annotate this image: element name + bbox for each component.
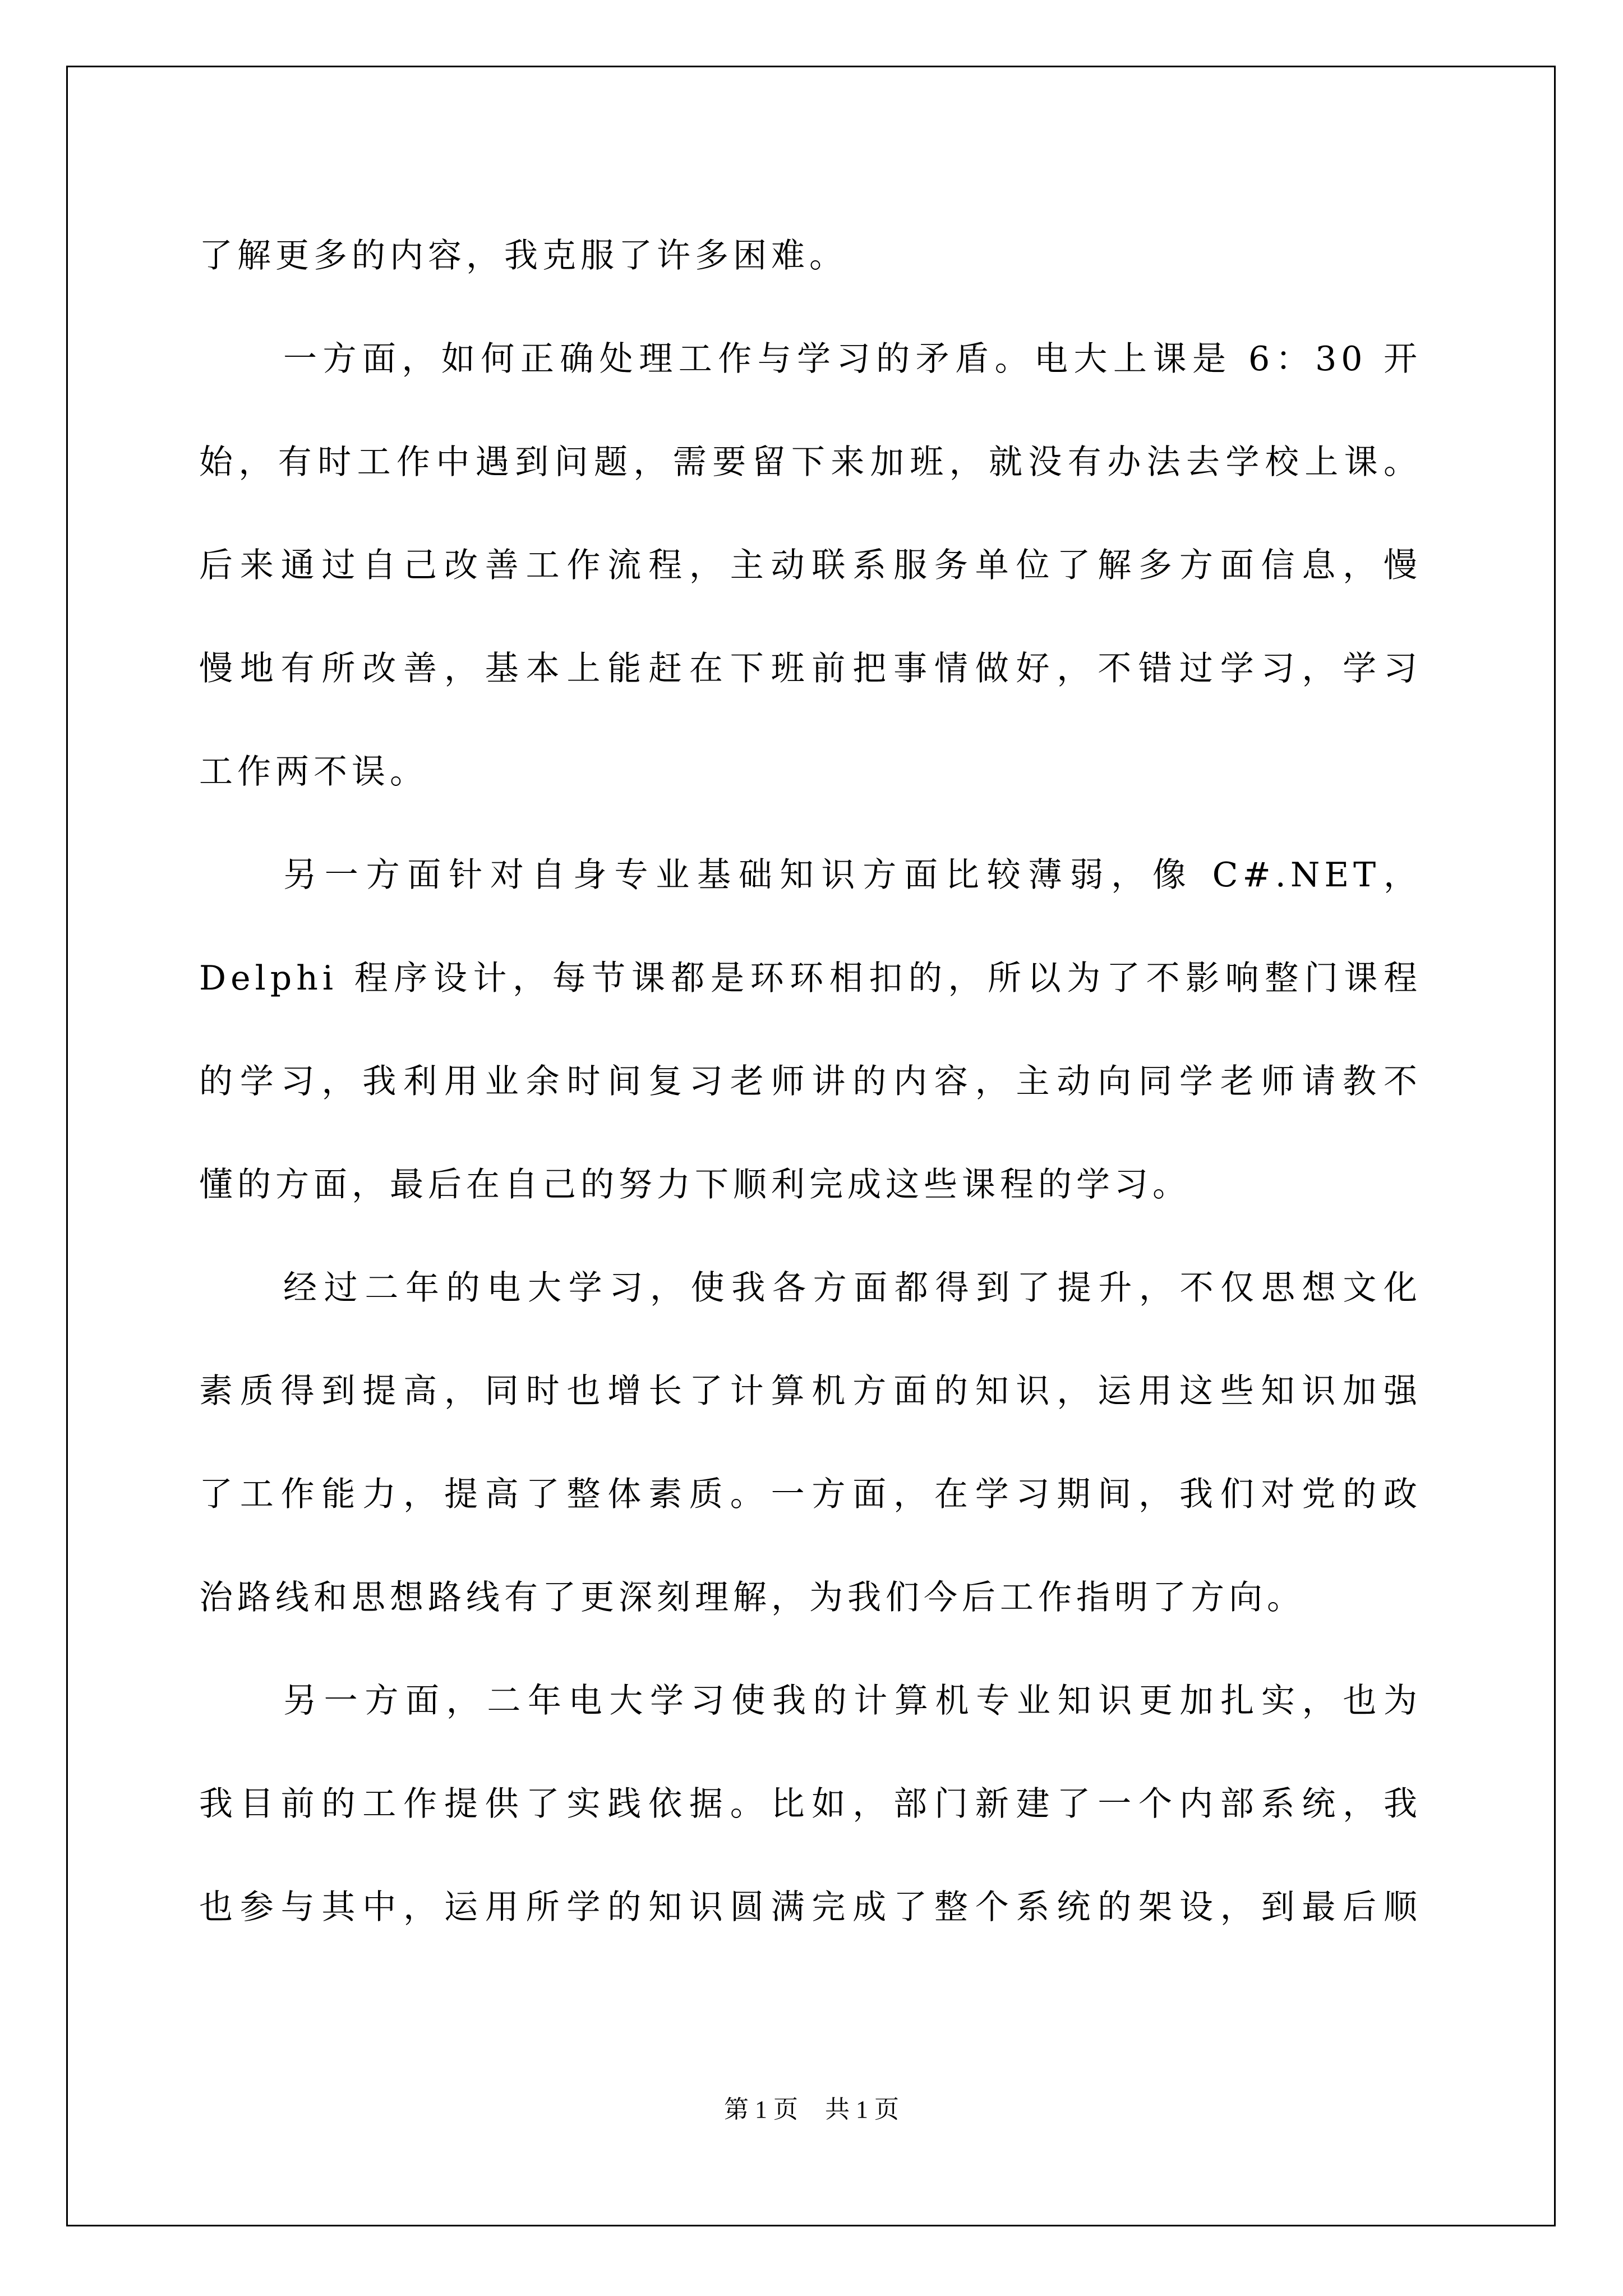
page-number: 第 1 页 [724, 2096, 798, 2123]
paragraph-line: 素质得到提高，同时也增长了计算机方面的知识，运用这些知识加强 [199, 1372, 1422, 1411]
paragraph-line: 工作两不误。 [199, 752, 428, 792]
paragraph-line: 也参与其中，运用所学的知识圆满完成了整个系统的架设，到最后顺 [199, 1888, 1422, 1927]
page-total: 共 1 页 [825, 2096, 899, 2123]
paragraph-line: 另一方面针对自身专业基础知识方面比较薄弱，像 C#.NET， [283, 855, 1422, 895]
paragraph-line: 慢地有所改善，基本上能赶在下班前把事情做好，不错过学习，学习 [199, 649, 1422, 688]
paragraph-line: 的学习，我利用业余时间复习老师讲的内容，主动向同学老师请教不 [199, 1062, 1422, 1101]
paragraph-line: 了工作能力，提高了整体素质。一方面，在学习期间，我们对党的政 [199, 1475, 1422, 1514]
paragraph-line: 我目前的工作提供了实践依据。比如，部门新建了一个内部系统，我 [199, 1784, 1422, 1824]
paragraph-line: 另一方面，二年电大学习使我的计算机专业知识更加扎实，也为 [283, 1681, 1422, 1720]
paragraph-line: Delphi 程序设计，每节课都是环环相扣的，所以为了不影响整门课程 [199, 959, 1422, 998]
paragraph-line: 始，有时工作中遇到问题，需要留下来加班，就没有办法去学校上课。 [199, 443, 1422, 482]
paragraph-line: 了解更多的内容，我克服了许多困难。 [199, 236, 847, 275]
page-footer [0, 2095, 1623, 2124]
paragraph-line: 后来通过自己改善工作流程，主动联系服务单位了解多方面信息，慢 [199, 546, 1422, 585]
paragraph-line: 一方面，如何正确处理工作与学习的矛盾。电大上课是 6：30 开 [283, 339, 1422, 379]
paragraph-line: 治路线和思想路线有了更深刻理解，为我们今后工作指明了方向。 [199, 1578, 1305, 1617]
paragraph-line: 懂的方面，最后在自己的努力下顺利完成这些课程的学习。 [199, 1165, 1191, 1204]
paragraph-line: 经过二年的电大学习，使我各方面都得到了提升，不仅思想文化 [283, 1268, 1422, 1308]
